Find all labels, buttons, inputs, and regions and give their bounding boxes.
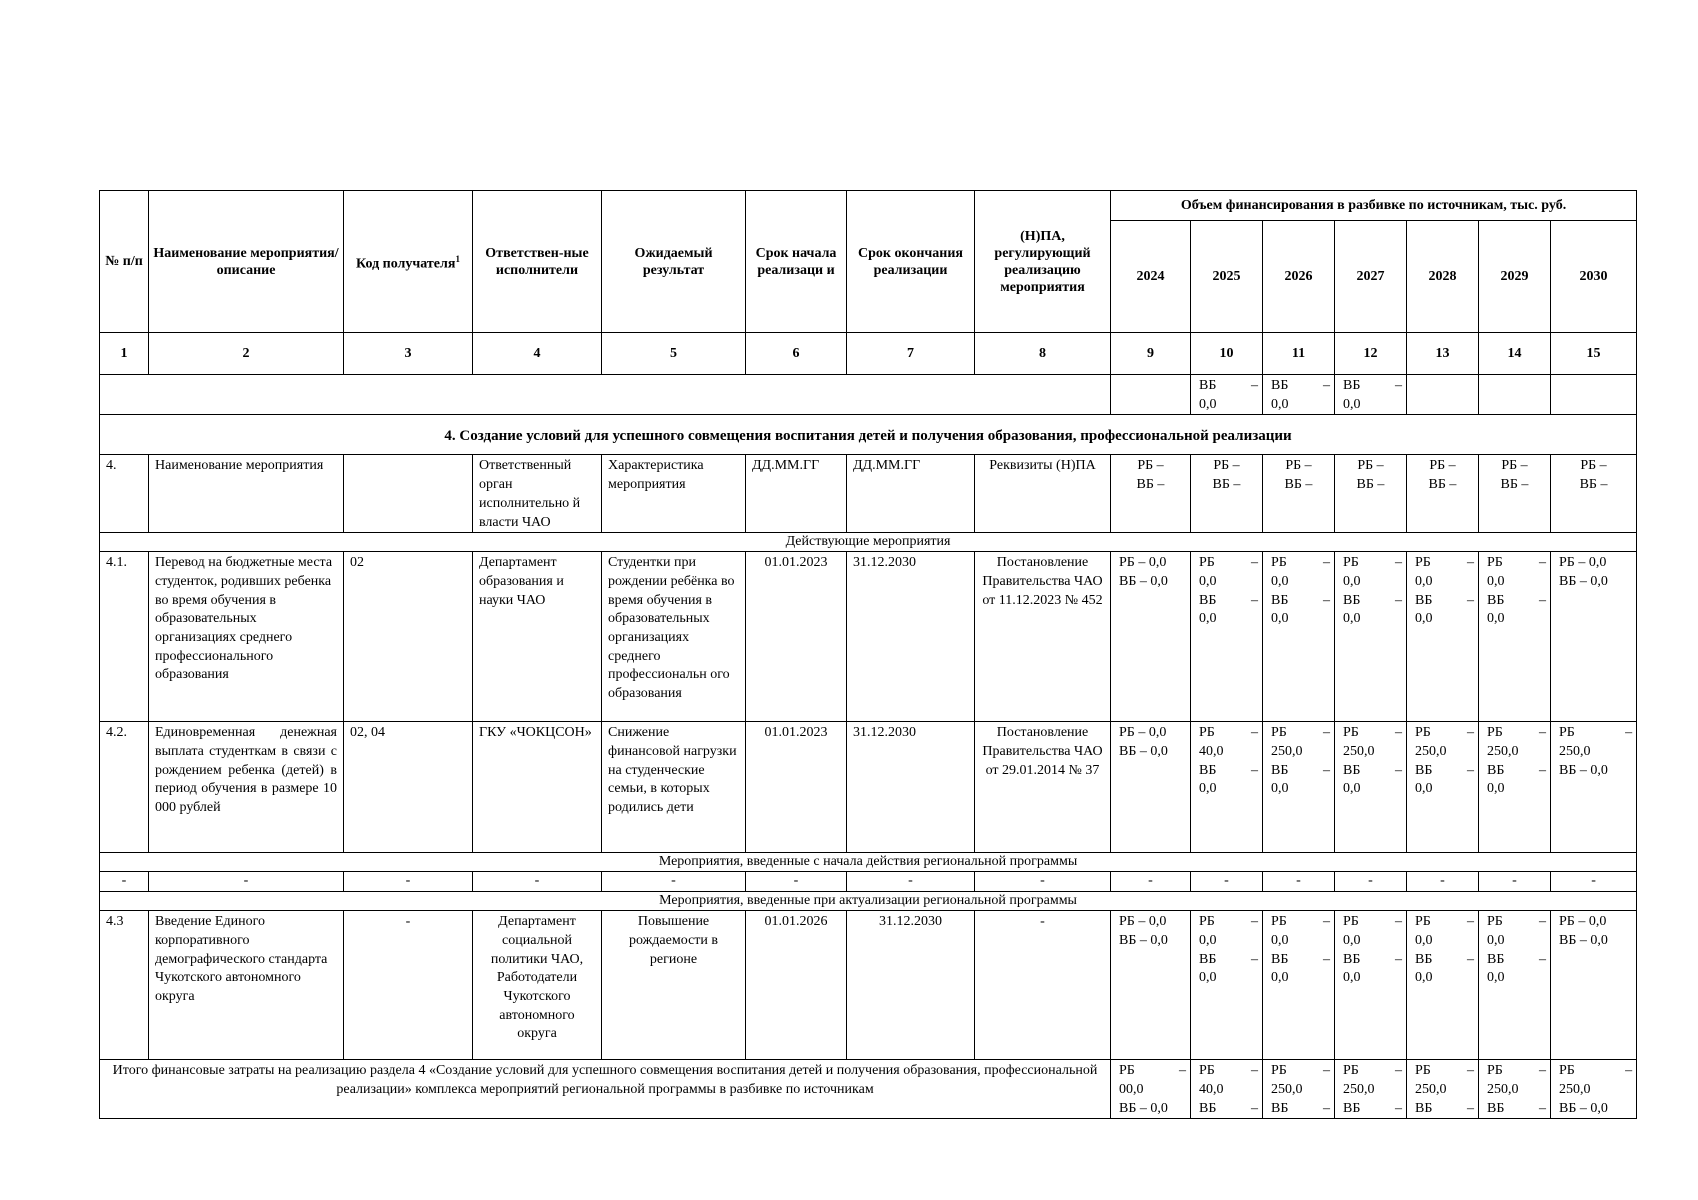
header-result: Ожидаемый результат [602,191,746,333]
fin-cell: РБ – 250,0 ВБ – 0,0 [1407,722,1479,853]
fin-cell: РБ – 0,0 ВБ – 0,0 [1263,911,1335,1060]
header-responsible: Ответствен-ные исполнители [473,191,602,333]
section-title: 4. Создание условий для успешного совмещения воспитания детей и получения образования, профессиональной реализации [100,415,1637,455]
fin-cell-2025: РБ – 40,0 ВБ – [1191,1060,1263,1119]
fin-cell-2024: РБ – 0,0 ВБ – 0,0 [1111,911,1191,1060]
fin-cell-2024: РБ – 00,0 ВБ – 0,0 [1111,1060,1191,1119]
header-year: 2026 [1263,221,1335,333]
template-row: 4. Наименование мероприятия Ответственный орган исполнительно й власти ЧАО Характеристика мероприятия ДД.ММ.ГГ ДД.ММ.ГГ Реквизиты (Н)ПА РБ – ВБ – РБ – ВБ – РБ – ВБ – РБ – ВБ – РБ – ВБ – РБ – ВБ – РБ – ВБ – [100,455,1637,533]
header-year: 2025 [1191,221,1263,333]
column-number: 2 [149,333,344,375]
header-npa: (Н)ПА, регулирующий реализацию мероприятия [975,191,1111,333]
fin-cell: РБ – 0,0 ВБ – 0,0 [1191,911,1263,1060]
column-number: 15 [1551,333,1637,375]
fin-cell: РБ – 0,0 ВБ – 0,0 [1407,552,1479,722]
fin-cell: РБ – ВБ – [1479,455,1551,533]
header-start: Срок начала реализаци и [746,191,847,333]
subsection-introduced: Мероприятия, введенные с начала действия региональной программы [100,853,1637,872]
column-number: 14 [1479,333,1551,375]
column-number: 8 [975,333,1111,375]
header-year: 2028 [1407,221,1479,333]
column-number: 3 [344,333,473,375]
header-code: Код получателя$^1$ [344,191,473,333]
fin-cell-2027: ВБ – 0,0 [1335,375,1407,415]
fin-cell: РБ – 250,0 ВБ – [1263,1060,1335,1119]
fin-cell: РБ – 250,0 ВБ – [1407,1060,1479,1119]
table-row: 4.2. Единовременная денежная выплата студенткам в связи с рождением ребенка (детей) в период обучения в размере 10 000 рублей 02, 04 ГКУ «ЧОКЦСОН» Снижение финансовой нагрузки на студенческие семьи, в которых родились дети 01.01.2023 31.12.2030 Постановление Правительства ЧАО от 29.01.2014 № 37 РБ – 0,0 ВБ – 0,0 РБ – 40,0 ВБ – 0,0 РБ – 250,0 ВБ – 0,0 РБ – 250,0 ВБ – 0,0 РБ – 250,0 ВБ – 0,0 РБ – 250,0 ВБ – 0,0 РБ – 250,0 ВБ – 0,0 [100,722,1637,853]
column-number: 1 [100,333,149,375]
header-name: Наименование мероприятия/ описание [149,191,344,333]
column-number: 13 [1407,333,1479,375]
fin-cell: РБ – ВБ – [1335,455,1407,533]
header-num: № п/п [100,191,149,333]
subsection-current: Действующие мероприятия [100,533,1637,552]
fin-cell: РБ – 250,0 ВБ – 0,0 [1479,722,1551,853]
financing-table [99,190,1637,1119]
fin-cell: РБ – 0,0 ВБ – 0,0 [1407,911,1479,1060]
total-label: Итого финансовые затраты на реализацию раздела 4 «Создание условий для успешного совмещения воспитания детей и получения образования, профессиональной реализации» комплекса мероприятий региональной программы в разбивке по источникам [100,1060,1111,1119]
table-row: 4.1. Перевод на бюджетные места студенток, родивших ребенка во время обучения в образовательных организациях среднего профессионального образования 02 Департамент образования и науки ЧАО Студентки при рождении ребёнка во время обучения в образовательных организациях среднего профессиональн ого образования 01.01.2023 31.12.2030 Постановление Правительства ЧАО от 11.12.2023 № 452 РБ – 0,0 ВБ – 0,0 РБ – 0,0 ВБ – 0,0 РБ – 0,0 ВБ – 0,0 РБ – 0,0 ВБ – 0,0 РБ – 0,0 ВБ – 0,0 РБ – 0,0 ВБ – 0,0 РБ – 0,0 ВБ – 0,0 [100,552,1637,722]
fin-cell: РБ – 0,0 ВБ – 0,0 [1335,552,1407,722]
fin-cell-2024: РБ – 0,0 ВБ – 0,0 [1111,552,1191,722]
fin-cell: РБ – ВБ – [1191,455,1263,533]
fin-cell: РБ – 0,0 ВБ – 0,0 [1191,552,1263,722]
column-number: 6 [746,333,847,375]
fin-cell: РБ – ВБ – [1551,455,1637,533]
header-year: 2027 [1335,221,1407,333]
fin-cell: РБ – ВБ – [1407,455,1479,533]
fin-cell-2025: РБ – 40,0 ВБ – 0,0 [1191,722,1263,853]
table-row: 4.3 Введение Единого корпоративного демографического стандарта Чукотского автономного округа - Департамент социальной политики ЧАО, Работодатели Чукотского автономного округа Повышение рождаемости в регионе 01.01.2026 31.12.2030 - РБ – 0,0 ВБ – 0,0 РБ – 0,0 ВБ – 0,0 РБ – 0,0 ВБ – 0,0 РБ – 0,0 ВБ – 0,0 РБ – 0,0 ВБ – 0,0 РБ – 0,0 ВБ – 0,0 РБ – 0,0 ВБ – 0,0 [100,911,1637,1060]
subsection-actualized: Мероприятия, введенные при актуализации региональной программы [100,892,1637,911]
header-year: 2029 [1479,221,1551,333]
fin-cell: РБ – 250,0 ВБ – [1479,1060,1551,1119]
fin-cell: РБ – 250,0 ВБ – [1335,1060,1407,1119]
total-row [100,1060,1637,1119]
fin-cell-2026: ВБ – 0,0 [1263,375,1335,415]
column-number: 11 [1263,333,1335,375]
column-number: 10 [1191,333,1263,375]
fin-cell-2030: РБ – 250,0 ВБ – 0,0 [1551,722,1637,853]
fin-cell-2024: РБ – 0,0 ВБ – 0,0 [1111,722,1191,853]
column-number: 4 [473,333,602,375]
header-end: Срок окончания реализации [847,191,975,333]
fin-cell: РБ – 0,0 ВБ – 0,0 [1479,552,1551,722]
fin-cell-2030: РБ – 250,0 ВБ – 0,0 [1551,1060,1637,1119]
column-number: 7 [847,333,975,375]
column-number: 12 [1335,333,1407,375]
fin-cell: РБ – ВБ – [1111,455,1191,533]
header-year: 2024 [1111,221,1191,333]
column-numbers-row [100,333,1637,375]
header-financing: Объем финансирования в разбивке по источникам, тыс. руб. [1111,191,1637,221]
fin-cell: РБ – 250,0 ВБ – 0,0 [1335,722,1407,853]
fin-cell: РБ – 250,0 ВБ – 0,0 [1263,722,1335,853]
column-number: 9 [1111,333,1191,375]
fin-cell-2025: ВБ – 0,0 [1191,375,1263,415]
fin-cell: РБ – 0,0 ВБ – 0,0 [1479,911,1551,1060]
fin-cell-2030: РБ – 0,0 ВБ – 0,0 [1551,552,1637,722]
fin-cell: РБ – 0,0 ВБ – 0,0 [1263,552,1335,722]
empty-dash-row: - - - - - - - - - - - - - - - [100,872,1637,892]
carry-over-row [100,375,1637,415]
fin-cell: РБ – 0,0 ВБ – 0,0 [1335,911,1407,1060]
fin-cell: РБ – ВБ – [1263,455,1335,533]
column-number: 5 [602,333,746,375]
header-year: 2030 [1551,221,1637,333]
fin-cell-2030: РБ – 0,0 ВБ – 0,0 [1551,911,1637,1060]
